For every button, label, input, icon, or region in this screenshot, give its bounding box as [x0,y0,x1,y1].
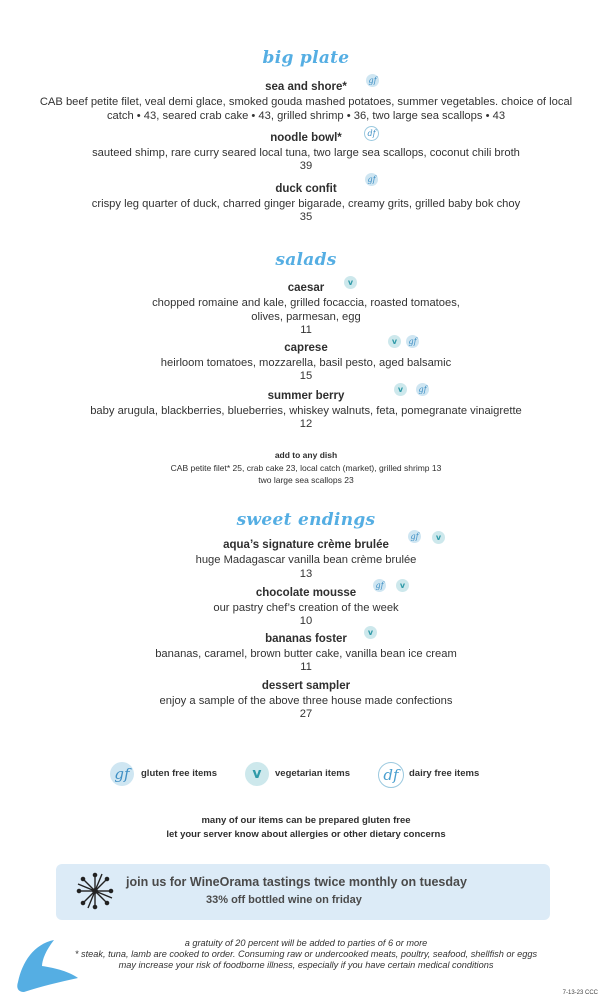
footer-gratuity: a gratuity of 20 percent will be added to parties of 6 or more [184,938,428,948]
item-desc-dessert-sampler: enjoy a sample of the above three house made confections [159,695,453,707]
item-desc-caprese: heirloom tomatoes, mozzarella, basil pesto, aged balsamic [160,357,452,369]
item-price-creme-brulee: 13 [299,568,313,580]
item-name-bananas-foster: bananas foster [265,633,347,645]
addon-title: add to any dish [274,450,338,460]
legend-vegetarian-label: vegetarian items [275,768,350,779]
footer-consumer-advisory-2: may increase your risk of foodborne illness, especially if you have certain medical conditions [118,960,494,970]
footer-consumer-advisory-1: * steak, tuna, lamb are cooked to order. Consuming raw or undercooked meats, poultry, seafood, shellfish or eggs [74,949,538,959]
item-name-caesar: caesar [287,282,325,294]
item-desc-sea-and-shore-1: CAB beef petite filet, veal demi glace, smoked gouda mashed potatoes, summer vegetables. choice of local [39,96,573,108]
item-desc-caesar-1: chopped romaine and kale, grilled focaccia, roasted tomatoes, [152,297,460,309]
section-title-salads: salads [275,250,337,270]
item-name-noodle-bowl: noodle bowl* [270,132,342,144]
item-name-summer-berry: summer berry [267,390,345,402]
item-name-caprese: caprese [284,342,328,354]
item-name-duck-confit: duck confit [275,183,337,195]
item-desc-chocolate-mousse: our pastry chef’s creation of the week [213,602,399,614]
vegetarian-icon: v [344,276,357,289]
item-desc-caesar-2: olives, parmesan, egg [251,311,361,323]
item-price-noodle-bowl: 39 [299,160,313,172]
section-title-sweet-endings: sweet endings [236,510,376,530]
vegetarian-icon: v [364,626,377,639]
promo-line-2: 33% off bottled wine on friday [206,894,362,906]
item-desc-summer-berry: baby arugula, blackberries, blueberries, whiskey walnuts, feta, pomegranate vinaigrette [90,405,522,417]
legend-gluten-free-icon: gf [110,762,134,786]
vegetarian-icon: v [388,335,401,348]
item-name-dessert-sampler: dessert sampler [261,680,351,692]
addon-line-1: CAB petite filet* 25, crab cake 23, local catch (market), grilled shrimp 13 [170,463,442,473]
item-desc-duck-confit: crispy leg quarter of duck, charred ginger bigarade, creamy grits, grilled baby bok choy [91,198,521,210]
item-name-chocolate-mousse: chocolate mousse [255,587,357,599]
item-price-duck-confit: 35 [299,211,313,223]
section-title-big-plate: big plate [262,48,350,68]
item-desc-noodle-bowl: sauteed shimp, rare curry seared local tuna, two large sea scallops, coconut chili broth [92,147,520,159]
gluten-free-icon: gf [365,173,378,186]
gluten-free-icon: gf [373,579,386,592]
item-price-summer-berry: 12 [299,418,313,430]
addon-line-2: two large sea scallops 23 [258,475,354,485]
legend-gluten-free-label: gluten free items [141,768,218,779]
promo-line-1: join us for WineOrama tastings twice monthly on tuesday [126,875,467,889]
item-price-chocolate-mousse: 10 [299,615,313,627]
vegetarian-icon: v [432,531,445,544]
item-price-bananas-foster: 11 [300,661,312,673]
legend-dairy-free-icon: df [378,762,404,788]
dietary-note-1: many of our items can be prepared gluten free [201,815,411,826]
item-desc-sea-and-shore-2: catch • 43, seared crab cake • 43, grilled shrimp • 36, two large sea scallops • 43 [106,110,506,122]
vegetarian-icon: v [394,383,407,396]
legend-dairy-free-label: dairy free items [409,768,480,779]
item-name-sea-and-shore: sea and shore* [265,81,347,93]
starburst-icon [76,872,114,910]
gluten-free-icon: gf [366,74,379,87]
item-price-caprese: 15 [299,370,313,382]
item-price-caesar: 11 [300,324,312,336]
gluten-free-icon: gf [408,530,421,543]
promo-banner [56,864,550,920]
date-stamp: 7-13-23 CCC [562,990,598,996]
vegetarian-icon: v [396,579,409,592]
item-desc-creme-brulee: huge Madagascar vanilla bean crème brulée [195,554,417,566]
item-name-creme-brulee: aqua’s signature crème brulée [223,539,389,551]
item-desc-bananas-foster: bananas, caramel, brown butter cake, vanilla bean ice cream [155,648,457,660]
gluten-free-icon: gf [406,335,419,348]
gluten-free-icon: gf [416,383,429,396]
dietary-note-2: let your server know about allergies or other dietary concerns [166,829,446,840]
dairy-free-icon: df [364,126,379,141]
item-price-dessert-sampler: 27 [299,708,313,720]
legend-vegetarian-icon: v [245,762,269,786]
